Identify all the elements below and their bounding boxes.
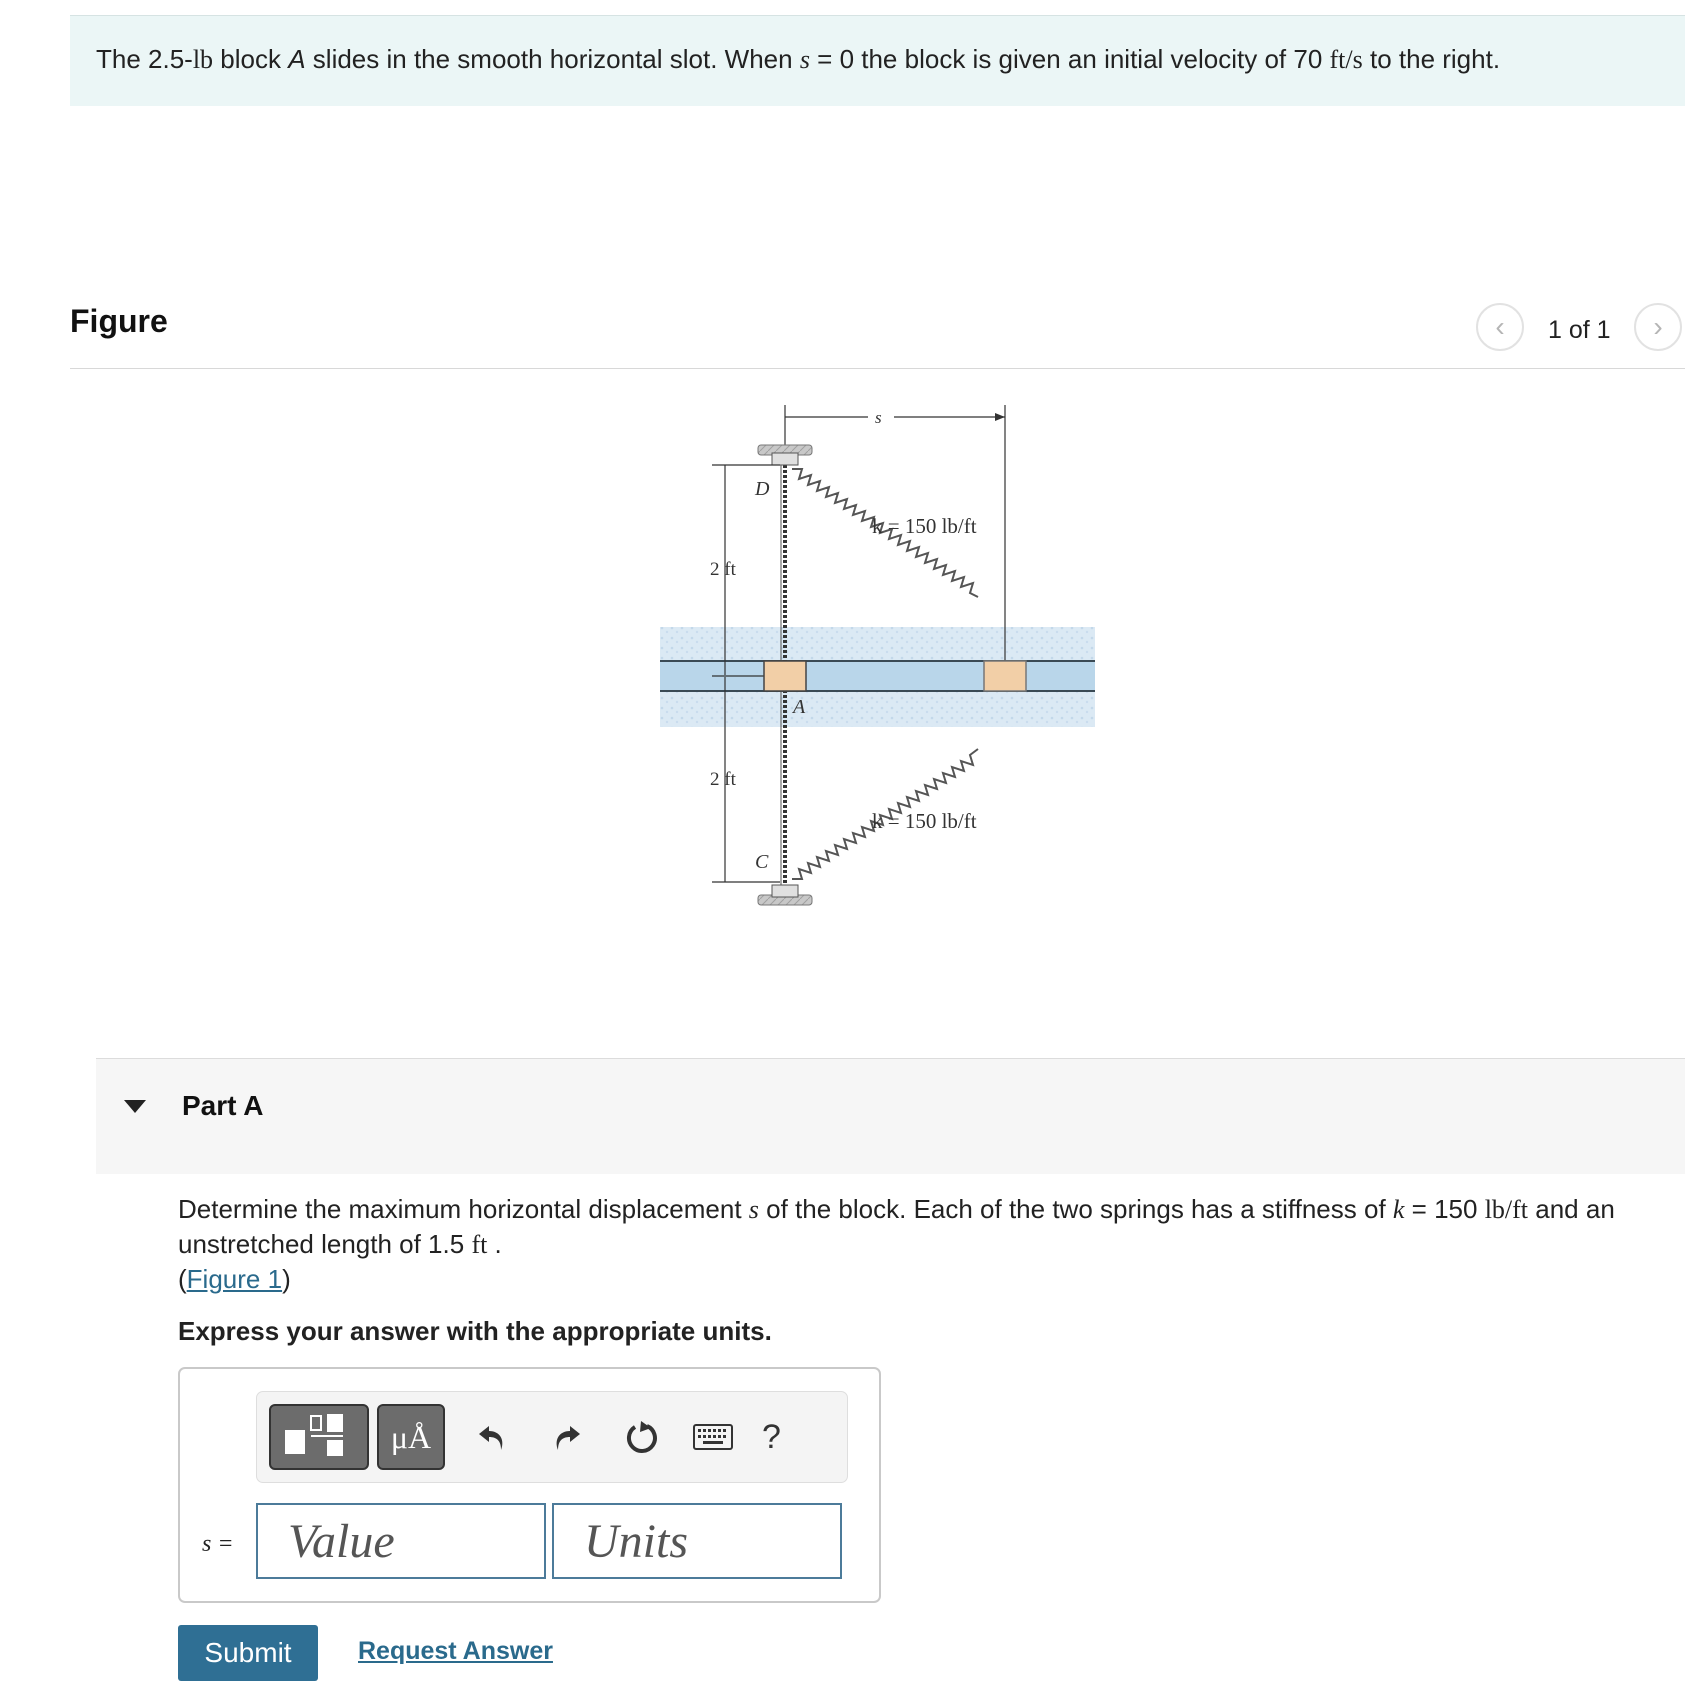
figure-counter: 1 of 1 xyxy=(1548,316,1611,344)
figure-title: Figure xyxy=(70,303,168,339)
problem-statement-box xyxy=(70,15,1685,106)
unit-ft-per-s: ft/s xyxy=(1329,45,1363,74)
units-field[interactable] xyxy=(552,1503,842,1579)
answer-variable-label: s = xyxy=(202,1531,234,1557)
question-text xyxy=(178,1192,1678,1297)
variable-s: s xyxy=(748,1195,759,1224)
keyboard-button[interactable] xyxy=(684,1408,742,1466)
top-bracket xyxy=(772,453,798,465)
help-icon[interactable]: ? xyxy=(762,1418,781,1456)
question-text-part: . xyxy=(487,1229,502,1259)
redo-icon xyxy=(550,1420,584,1454)
figure-link-paren: ( xyxy=(178,1264,187,1294)
figure-next-button[interactable] xyxy=(1634,303,1682,351)
question-text-part: and an unstretched length of 1.5 xyxy=(178,1194,1615,1259)
question-text-part: = 150 xyxy=(1404,1194,1485,1224)
point-c-label: C xyxy=(755,851,769,873)
figure-link[interactable]: Figure 1 xyxy=(186,1264,283,1294)
keyboard-icon xyxy=(693,1424,733,1450)
units-input[interactable] xyxy=(554,1505,840,1577)
problem-text-part: The 2.5- xyxy=(96,44,193,74)
spring-block-diagram xyxy=(600,395,1100,925)
chevron-left-icon: ‹ xyxy=(1495,311,1505,342)
redo-button[interactable] xyxy=(538,1408,596,1466)
problem-text-part: = 0 the block is given an initial velocity of 70 xyxy=(809,44,1330,74)
problem-text-part: to the right. xyxy=(1362,44,1501,74)
templates-button[interactable] xyxy=(269,1404,369,1470)
question-text-part: Determine the maximum horizontal displacement xyxy=(178,1194,749,1224)
spring-label-bottom: k = 150 lb/ft xyxy=(872,809,977,833)
point-a-label: A xyxy=(793,696,806,718)
figure-divider xyxy=(70,368,1685,369)
unit-ft: ft xyxy=(471,1230,488,1259)
undo-icon xyxy=(475,1420,509,1454)
block-name: A xyxy=(288,44,306,74)
s-arrow-head xyxy=(995,413,1005,421)
value-field[interactable] xyxy=(256,1503,546,1579)
templates-icon xyxy=(271,1406,367,1468)
dim-label-top: 2 ft xyxy=(710,559,736,580)
reset-icon xyxy=(623,1418,661,1456)
block-displaced xyxy=(984,661,1026,691)
request-answer-link[interactable]: Request Answer xyxy=(358,1637,553,1665)
reset-button[interactable] xyxy=(613,1408,671,1466)
variable-s: s xyxy=(799,45,810,74)
variable-k: k xyxy=(1392,1195,1405,1224)
undo-button[interactable] xyxy=(463,1408,521,1466)
unit-lb: lb xyxy=(192,45,214,74)
units-icon: μÅ xyxy=(390,1418,432,1455)
chevron-right-icon: › xyxy=(1653,311,1663,342)
submit-button[interactable]: Submit xyxy=(178,1625,318,1681)
part-a-title: Part A xyxy=(182,1090,264,1121)
block-initial xyxy=(764,661,806,691)
problem-text-part: block xyxy=(213,44,289,74)
value-input[interactable] xyxy=(258,1505,544,1577)
answer-box xyxy=(178,1367,881,1603)
question-text-part: of the block. Each of the two springs has a stiffness of xyxy=(758,1194,1393,1224)
figure-prev-button[interactable] xyxy=(1476,303,1524,351)
figure-link-paren: ) xyxy=(282,1264,291,1294)
instruction-text: Express your answer with the appropriate units. xyxy=(178,1316,772,1346)
part-a-header[interactable] xyxy=(96,1059,1685,1174)
dim-label-bottom: 2 ft xyxy=(710,769,736,790)
problem-text-part: slides in the smooth horizontal slot. When xyxy=(305,44,800,74)
s-label: s xyxy=(875,408,882,427)
units-button[interactable] xyxy=(377,1404,445,1470)
unit-lb-per-ft: lb/ft xyxy=(1484,1195,1529,1224)
math-toolbar xyxy=(256,1391,848,1483)
problem-text xyxy=(96,44,1500,75)
spring-label-top: k = 150 lb/ft xyxy=(872,514,977,538)
point-d-label: D xyxy=(755,478,770,500)
collapse-caret-icon[interactable] xyxy=(124,1100,146,1113)
bottom-bracket xyxy=(772,885,798,897)
